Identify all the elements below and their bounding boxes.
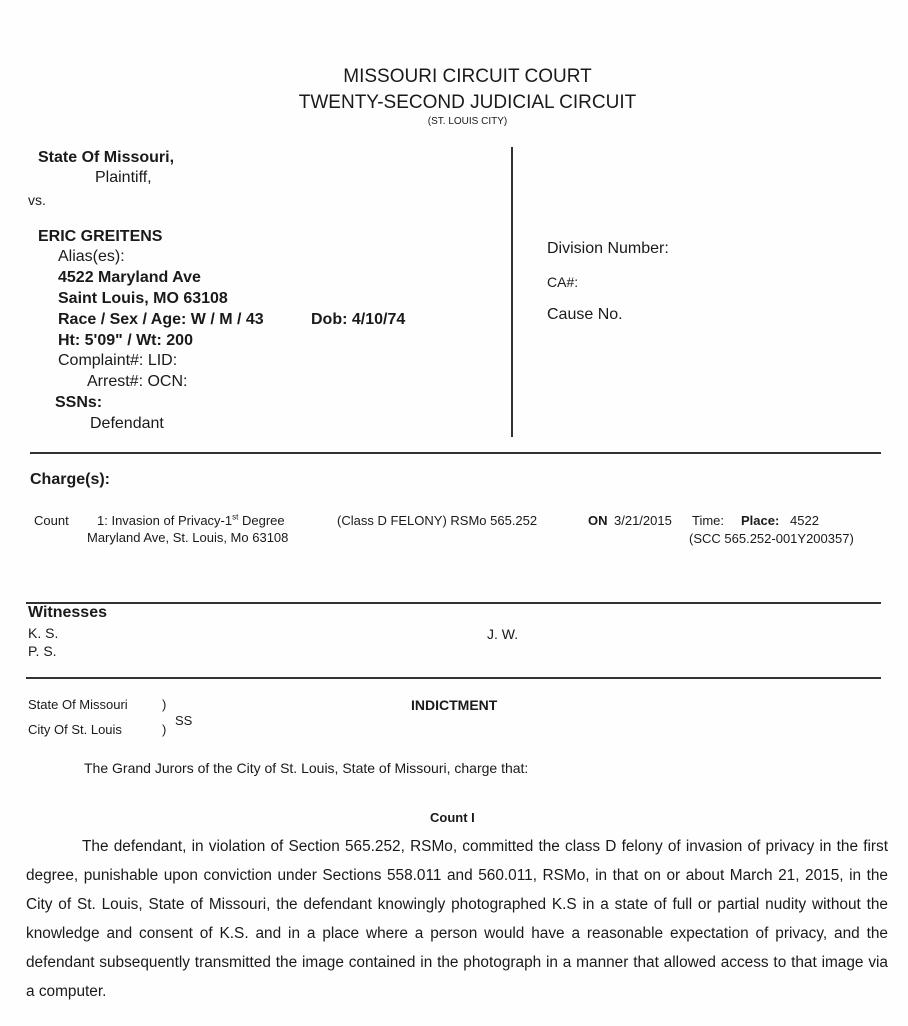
plaintiff-name: State Of Missouri, <box>38 149 175 166</box>
race-sex-age: Race / Sex / Age: W / M / 43 <box>58 311 264 328</box>
count-body: The defendant, in violation of Section 565.252, RSMo, committed the class D felony of invasion of privacy in the first degree, punishable upon conviction under Sections 558.011 and 560.011, RSMo, in that on or about March 21, 2015, in the City of St. Louis, State of Missouri, the defendant knowingly photographed K.S in a state of full or partial nudity without the knowledge and consent of K.S. and in a place where a person would have a reasonable expectation of privacy, and the defendant subsequently transmitted the image contained in the photograph in a manner that allowed access to that image via a computer. <box>26 838 888 1000</box>
cause-number-label: Cause No. <box>547 306 623 323</box>
defendant-address-line1: 4522 Maryland Ave <box>58 269 201 286</box>
venue-ss: SS <box>175 713 193 728</box>
indictment-title: INDICTMENT <box>411 697 498 713</box>
venue-bracket: ) <box>162 722 167 737</box>
circuit-name: TWENTY-SECOND JUDICIAL CIRCUIT <box>298 92 637 113</box>
court-location: (ST. LOUIS CITY) <box>427 116 508 127</box>
charge-date: 3/21/2015 <box>614 513 672 528</box>
charge-time-label: Time: <box>692 513 725 528</box>
aliases-label: Alias(es): <box>58 248 125 265</box>
witness-name: P. S. <box>28 643 57 659</box>
separator-line <box>26 677 881 679</box>
charge-place-value: 4522 <box>790 513 819 528</box>
venue-city: City Of St. Louis <box>28 722 122 737</box>
charge-place-address: Maryland Ave, St. Louis, Mo 63108 <box>87 530 289 545</box>
charge-class-statute: (Class D FELONY) RSMo 565.252 <box>337 513 538 528</box>
defendant-name: ERIC GREITENS <box>38 228 163 245</box>
indictment-intro: The Grand Jurors of the City of St. Louis, State of Missouri, charge that: <box>84 760 529 776</box>
ssns-label: SSNs: <box>55 394 103 411</box>
date-of-birth: Dob: 4/10/74 <box>311 311 406 328</box>
court-name: MISSOURI CIRCUIT COURT <box>343 66 592 87</box>
division-number-label: Division Number: <box>547 240 669 257</box>
charge-place-label: Place: <box>741 513 780 528</box>
charge-description: 1: Invasion of Privacy-1st Degree <box>97 512 285 528</box>
venue-state: State Of Missouri <box>28 697 128 712</box>
versus-label: vs. <box>28 192 46 208</box>
charge-scc-code: (SCC 565.252-001Y200357) <box>689 531 854 546</box>
separator-line <box>30 452 881 454</box>
defendant-address-line2: Saint Louis, MO 63108 <box>58 290 228 307</box>
count-label: Count <box>34 513 69 528</box>
count-title: Count I <box>430 810 475 825</box>
ca-number-label: CA#: <box>547 274 579 290</box>
witness-name: K. S. <box>28 625 59 641</box>
height-weight: Ht: 5'09" / Wt: 200 <box>58 332 193 349</box>
witness-name: J. W. <box>487 626 519 642</box>
venue-bracket: ) <box>162 697 167 712</box>
defendant-label: Defendant <box>90 415 164 432</box>
plaintiff-label: Plaintiff, <box>95 169 152 186</box>
charges-heading: Charge(s): <box>30 471 111 488</box>
witnesses-heading: Witnesses <box>28 604 107 621</box>
caption-divider <box>511 147 513 437</box>
charge-on-label: ON <box>588 513 608 528</box>
separator-line <box>26 602 881 604</box>
arrest-number: Arrest#: OCN: <box>87 373 188 390</box>
complaint-number: Complaint#: LID: <box>58 352 178 369</box>
